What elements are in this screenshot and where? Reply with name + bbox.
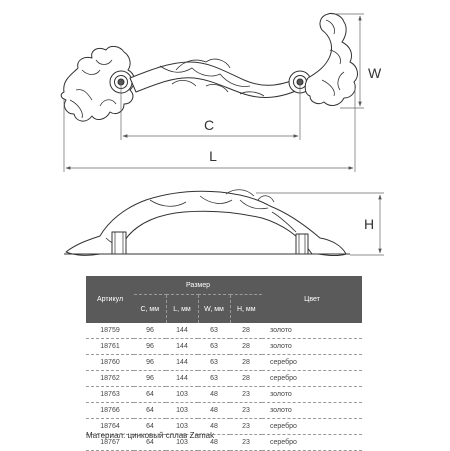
h-cell: 28: [230, 371, 262, 387]
header-w: W, мм: [198, 295, 230, 324]
w-cell: 63: [198, 371, 230, 387]
l-cell: 144: [166, 371, 198, 387]
l-cell: 144: [166, 323, 198, 339]
l-cell: 103: [166, 435, 198, 451]
c-cell: 64: [134, 419, 166, 435]
dimension-l-label: L: [209, 148, 217, 164]
handle-side-view: [64, 190, 350, 256]
w-cell: 48: [198, 387, 230, 403]
h-cell: 28: [230, 339, 262, 355]
w-cell: 63: [198, 355, 230, 371]
w-cell: 63: [198, 339, 230, 355]
w-cell: 48: [198, 419, 230, 435]
h-cell: 28: [230, 323, 262, 339]
w-cell: 63: [198, 323, 230, 339]
dimension-h-label: H: [364, 216, 375, 232]
table-row: [86, 355, 362, 371]
article-cell: 18759: [86, 323, 134, 339]
color-cell: серебро: [262, 419, 362, 435]
h-cell: 23: [230, 387, 262, 403]
article-cell: 18760: [86, 355, 134, 371]
c-cell: 64: [134, 403, 166, 419]
w-cell: 48: [198, 435, 230, 451]
l-cell: 103: [166, 387, 198, 403]
article-cell: 18762: [86, 371, 134, 387]
header-color: Цвет: [262, 276, 362, 323]
header-l: L, мм: [166, 295, 198, 324]
l-cell: 103: [166, 419, 198, 435]
h-cell: 23: [230, 419, 262, 435]
h-cell: 23: [230, 435, 262, 451]
c-cell: 64: [134, 387, 166, 403]
article-cell: 18764: [86, 419, 134, 435]
c-cell: 96: [134, 339, 166, 355]
color-cell: серебро: [262, 435, 362, 451]
c-cell: 96: [134, 355, 166, 371]
article-cell: 18767: [86, 435, 134, 451]
table-row: [86, 339, 362, 355]
spec-table: [86, 276, 362, 451]
handle-top-view: [61, 13, 357, 121]
header-size: Размер: [134, 276, 262, 295]
dimension-c-label: C: [203, 117, 215, 133]
table-row: [86, 323, 362, 339]
dimension-w-label: W: [368, 65, 382, 81]
color-cell: серебро: [262, 371, 362, 387]
color-cell: золото: [262, 403, 362, 419]
header-article: Артикул: [86, 276, 134, 323]
l-cell: 103: [166, 403, 198, 419]
h-cell: 28: [230, 355, 262, 371]
w-cell: 48: [198, 403, 230, 419]
c-cell: 96: [134, 323, 166, 339]
table-row: [86, 387, 362, 403]
c-cell: 64: [134, 435, 166, 451]
article-cell: 18766: [86, 403, 134, 419]
article-cell: 18761: [86, 339, 134, 355]
article-cell: 18763: [86, 387, 134, 403]
header-c: C, мм: [134, 295, 166, 324]
color-cell: серебро: [262, 355, 362, 371]
l-cell: 144: [166, 339, 198, 355]
color-cell: золото: [262, 323, 362, 339]
h-cell: 23: [230, 403, 262, 419]
table-row: [86, 403, 362, 419]
c-cell: 96: [134, 371, 166, 387]
l-cell: 144: [166, 355, 198, 371]
color-cell: золото: [262, 339, 362, 355]
color-cell: золото: [262, 387, 362, 403]
header-h: H, мм: [230, 295, 262, 324]
table-row: [86, 371, 362, 387]
material-note: Материал: цинковый сплав Zamak: [86, 431, 215, 440]
